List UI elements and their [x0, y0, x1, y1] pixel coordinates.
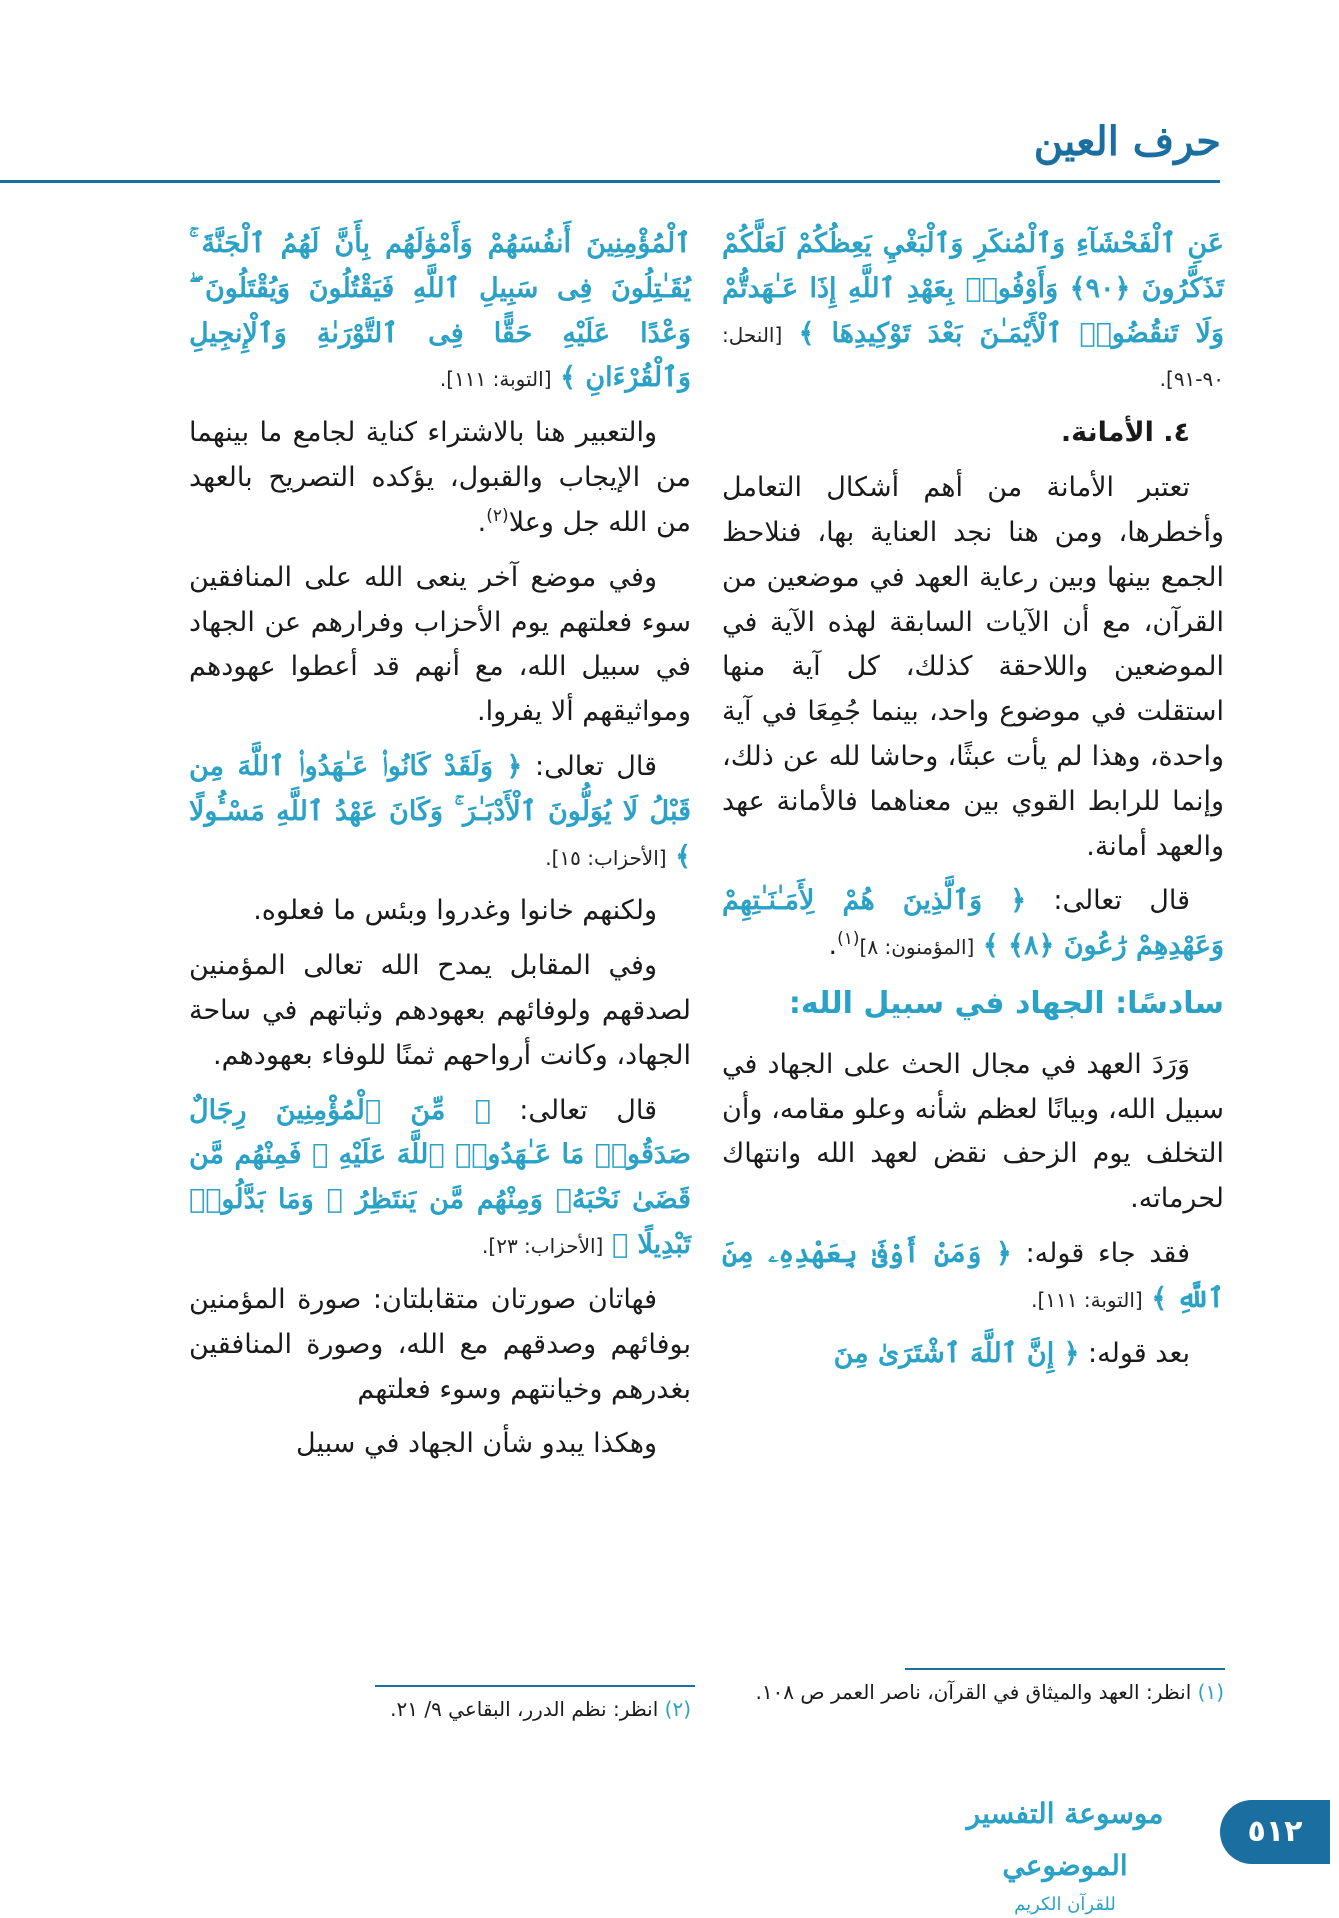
paragraph-muqabil: وفي المقابل يمدح الله تعالى المؤمنين لصدقهم ولوفائهم بعهودهم وثباتهم في ساحة الجهاد، وكانت أرواحهم ثمنًا للوفاء بعهودهم.	[189, 950, 691, 1071]
quran-verse-nahl	[722, 222, 1224, 401]
verse-intro: قال تعالى:	[534, 750, 657, 782]
verse-text: عَنِ ٱلْفَحْشَآءِ وَٱلْمُنكَرِ وَٱلْبَغْيِ يَعِظُكُمْ لَعَلَّكُمْ تَذَكَّرُونَ ﴿٩٠﴾ وَأَوْفُوا۟ بِعَهْدِ ٱللَّهِ إِذَا عَـٰهَدتُّمْ وَلَا تَنقُضُوا۟ ٱلْأَيْمَـٰنَ بَعْدَ تَوْكِيدِهَا ﴾	[722, 228, 1224, 349]
verse-intro: فقد جاء قوله:	[1025, 1238, 1190, 1270]
verse-reference: [الأحزاب: ١٥].	[545, 845, 667, 870]
verse-text: ٱلْمُؤْمِنِينَ أَنفُسَهُمْ وَأَمْوَٰلَهُم بِأَنَّ لَهُمُ ٱلْجَنَّةَ ۚ يُقَـٰتِلُونَ فِى سَبِيلِ ٱللَّهِ فَيَقْتُلُونَ وَيُقْتَلُونَ ۖ وَعْدًا عَلَيْهِ حَقًّا فِى ٱلتَّوْرَىٰةِ وَٱلْإِنجِيلِ وَٱلْقُرْءَانِ ﴾	[189, 228, 691, 394]
verse-text: ﴿ مِّنَ ٱلْمُؤْمِنِينَ رِجَالٌ صَدَقُوا۟ مَا عَـٰهَدُوا۟ ٱللَّهَ عَلَيْهِ ۖ فَمِنْهُم مَّن قَضَىٰ نَحْبَهُۥ وَمِنْهُم مَّن يَنتَظِرُ ۖ وَمَا بَدَّلُوا۟ تَبْدِيلًا ﴾	[189, 1094, 691, 1261]
verse-reference: [التوبة: ١١١].	[439, 367, 552, 392]
paragraph-khanu: ولكنهم خانوا وغدروا وبئس ما فعلوه.	[253, 895, 657, 927]
footnote-text: انظر: نظم الدرر، البقاعي ٩/ ٢١.	[390, 1697, 659, 1721]
logo-subtitle: للقرآن الكريم	[1014, 1894, 1116, 1915]
verse-intro: قال تعالى:	[519, 1094, 657, 1126]
logo-title: موسوعة التفسير الموضوعي	[966, 1797, 1164, 1882]
verse-text: ﴿ وَلَقَدْ كَانُوا۟ عَـٰهَدُوا۟ ٱللَّهَ مِن قَبْلُ لَا يُوَلُّونَ ٱلْأَدْبَـٰرَ ۚ وَكَانَ عَهْدُ ٱللَّهِ مَسْـُٔولًا ﴾	[189, 750, 691, 872]
verse-text: ﴿ إِنَّ ٱللَّهَ ٱشْتَرَىٰ مِنَ	[833, 1337, 1080, 1369]
quran-verse-muminun: قال تعالى: ﴿ وَٱلَّذِينَ هُمْ لِأَمَـٰنَـٰتِهِمْ وَعَهْدِهِمْ رَٰعُونَ ﴿٨﴾ ﴾ [المؤمنون: ٨]$^{(١)}$.	[722, 885, 1224, 962]
quran-verse-ahzab-15	[189, 745, 691, 879]
quran-verse-tawba-start	[722, 1332, 1224, 1377]
paragraph-jihad: وَرَدَ العهد في مجال الحث على الجهاد في سبيل الله، وبيانًا لعظم شأنه وعلو مقامه، وأن التخلف يوم الزحف نقض لعهد الله وانتهاك لحرماته.	[722, 1048, 1224, 1215]
verse-text: ﴿ وَمَنْ أَوْفَىٰ بِعَهْدِهِۦ مِنَ ٱللَّهِ ﴾	[722, 1238, 1224, 1314]
page-number-badge: ٥١٢	[1220, 1800, 1330, 1864]
right-column	[722, 222, 1224, 1386]
footnote-marker[interactable]: (١)	[837, 929, 860, 950]
paragraph-munafiqin: وفي موضع آخر ينعى الله على المنافقين سوء فعلتهم يوم الأحزاب وفرارهم عن الجهاد في سبيل الله، مع أنهم قد أعطوا عهودهم ومواثيقهم ألا يفروا.	[189, 561, 691, 728]
quran-verse-ahzab-23	[189, 1089, 691, 1268]
quran-verse-tawba	[722, 1232, 1224, 1322]
paragraph-ishtira: والتعبير هنا بالاشتراء كناية لجامع ما بينهما من الإيجاب والقبول، يؤكده التصريح بالعهد من الله جل وعلا$^{(٢)}$.	[189, 417, 691, 538]
footnote-2	[189, 1692, 691, 1726]
paragraph-hakadha: وهكذا يبدو شأن الجهاد في سبيل	[296, 1428, 657, 1460]
verse-reference: [التوبة: ١١١].	[1031, 1287, 1143, 1312]
verse-reference: [الأحزاب: ٢٣].	[482, 1234, 604, 1259]
footnote-1	[722, 1675, 1224, 1709]
footnote-text: انظر: العهد والميثاق في القرآن، ناصر العمر ص ١٠٨.	[755, 1680, 1192, 1704]
footnote-divider-right	[905, 1668, 1225, 1670]
quran-verse-tawba-cont	[189, 222, 691, 401]
page-header-title: حرف العين	[1033, 118, 1221, 165]
header-divider	[0, 180, 1220, 183]
paragraph-amana: تعتبر الأمانة من أهم أشكال التعامل وأخطرها، ومن هنا نجد العناية بها، فنلاحظ الجمع بينها وبين رعاية العهد في موضعين من القرآن، مع أن الآيات السابقة لهذه الآية في الموضعين واللاحقة كذلك، كل آية منها استقلت في موضوع واحد، بينما جُمِعَا في آية واحدة، وهذا لم يأت عبثًا، وحاشا لله عن ذلك، وإنما للرابط القوي بين معناهما فالأمانة عهد والعهد أمانة.	[722, 472, 1224, 862]
footnote-divider-left	[375, 1685, 695, 1687]
encyclopedia-logo	[930, 1788, 1200, 1915]
footnote-number: (٢)	[664, 1697, 691, 1721]
paragraph-text: والتعبير هنا بالاشتراء كناية لجامع ما بينهما من الإيجاب والقبول، يؤكده التصريح بالعهد من الله جل وعلا	[189, 417, 691, 538]
footnote-number: (١)	[1197, 1680, 1224, 1704]
verse-reference: [النحل: ٩٠-٩١].	[722, 322, 1224, 392]
verse-reference: [المؤمنون: ٨]	[859, 935, 975, 960]
left-column	[189, 222, 691, 1477]
verse-intro: قال تعالى:	[1053, 885, 1190, 917]
verse-intro: بعد قوله:	[1088, 1337, 1190, 1369]
verse-text: ﴿ وَٱلَّذِينَ هُمْ لِأَمَـٰنَـٰتِهِمْ وَعَهْدِهِمْ رَٰعُونَ ﴿٨﴾ ﴾	[722, 885, 1224, 962]
footnote-marker[interactable]: (٢)	[486, 505, 509, 526]
paragraph-suratan: فهاتان صورتان متقابلتان: صورة المؤمنين بوفائهم وصدقهم مع الله، وصورة المنافقين بغدرهم وخيانتهم وسوء فعلتهم	[189, 1283, 691, 1405]
section-heading-amana: ٤. الأمانة.	[1060, 417, 1190, 449]
section-heading-jihad: سادسًا: الجهاد في سبيل الله:	[788, 986, 1224, 1021]
